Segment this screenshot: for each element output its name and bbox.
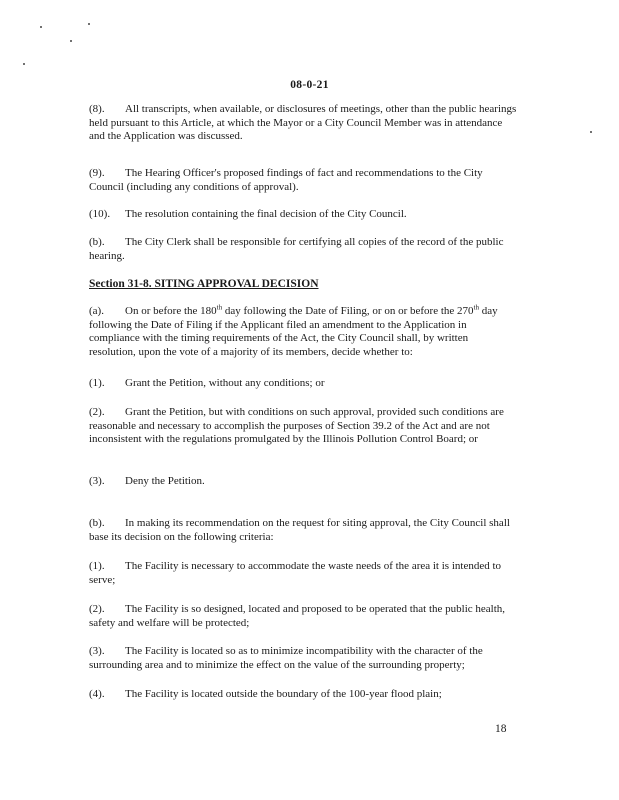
- document-number: 08-0-21: [290, 79, 329, 91]
- paragraph-8: [89, 103, 517, 144]
- section-b-paragraph: [89, 517, 517, 544]
- criterion-3: [89, 645, 517, 672]
- paragraph-9: [89, 167, 517, 194]
- paragraph-text: The City Clerk shall be responsible for certifying all copies of the record of the public hearing.: [89, 236, 504, 262]
- paragraph-text-part: day following the Date of Filing if the Applicant filed an amendment to the Application in compliance with the timing requirements of the Act, the City Council shall, by written resolution, upon the vote of a majority of its members, decide whether to:: [89, 305, 498, 358]
- paragraph-number: (b).: [89, 236, 105, 248]
- paragraph-text: Grant the Petition, without any conditions; or: [125, 377, 325, 389]
- paragraph-number: (1).: [89, 560, 105, 572]
- paragraph-10: [89, 208, 517, 222]
- paragraph-text: The resolution containing the final decision of the City Council.: [125, 208, 407, 220]
- paragraph-number: (a).: [89, 305, 104, 317]
- paragraph-number: (9).: [89, 167, 105, 179]
- paragraph-text: Deny the Petition.: [125, 475, 205, 487]
- paragraph-text: The Facility is necessary to accommodate the waste needs of the area it is intended to serve;: [89, 560, 502, 586]
- scan-speck: [23, 63, 25, 65]
- paragraph-number: (2).: [89, 603, 105, 615]
- paragraph-number: (2).: [89, 406, 105, 418]
- option-2: [89, 406, 517, 447]
- paragraph-number: (4).: [89, 688, 105, 700]
- section-title: Section 31-8. SITING APPROVAL DECISION: [89, 278, 319, 290]
- criterion-2: [89, 603, 517, 630]
- paragraph-number: (3).: [89, 475, 105, 487]
- paragraph-text: Grant the Petition, but with conditions on such approval, provided such conditions are reasonable and necessary to accomplish the purposes of Section 39.2 of the Act and are not inconsistent with the regulations promulgated by the Illinois Pollution Control Board; or: [89, 406, 504, 445]
- paragraph-number: (1).: [89, 377, 105, 389]
- page-number: 18: [495, 723, 507, 735]
- scan-speck: [590, 131, 592, 133]
- paragraph-text-part: On or before the 180: [125, 305, 217, 317]
- criterion-4: [89, 688, 517, 702]
- paragraph-number: (8).: [89, 103, 105, 115]
- paragraph-b: [89, 236, 517, 263]
- criterion-1: [89, 560, 517, 587]
- ordinal-suffix: th: [216, 303, 223, 312]
- scan-speck: [70, 40, 72, 42]
- paragraph-number: (b).: [89, 517, 105, 529]
- paragraph-number: (3).: [89, 645, 105, 657]
- paragraph-text: The Facility is located so as to minimize incompatibility with the character of the surrounding area and to minimize the effect on the value of the surrounding property;: [89, 645, 483, 671]
- paragraph-text: The Facility is located outside the boundary of the 100-year flood plain;: [125, 688, 442, 700]
- scan-speck: [88, 23, 90, 25]
- paragraph-text: All transcripts, when available, or disclosures of meetings, other than the public hearings held pursuant to this Article, at which the Mayor or a City Council Member was in attendance and the Application was discussed.: [89, 103, 517, 142]
- paragraph-text-part: day following the Date of Filing, or on or before the 270: [222, 305, 474, 317]
- option-1: [89, 377, 517, 391]
- paragraph-text: In making its recommendation on the request for siting approval, the City Council shall base its decision on the following criteria:: [89, 517, 510, 543]
- paragraph-text: The Hearing Officer's proposed findings of fact and recommendations to the City Council (including any conditions of approval).: [89, 167, 483, 193]
- scan-speck: [40, 26, 42, 28]
- paragraph-number: (10).: [89, 208, 111, 220]
- paragraph-text: The Facility is so designed, located and proposed to be operated that the public health, safety and welfare will be protected;: [89, 603, 506, 629]
- ordinal-suffix: th: [473, 303, 479, 312]
- section-a-paragraph: [89, 305, 517, 359]
- option-3: [89, 475, 517, 489]
